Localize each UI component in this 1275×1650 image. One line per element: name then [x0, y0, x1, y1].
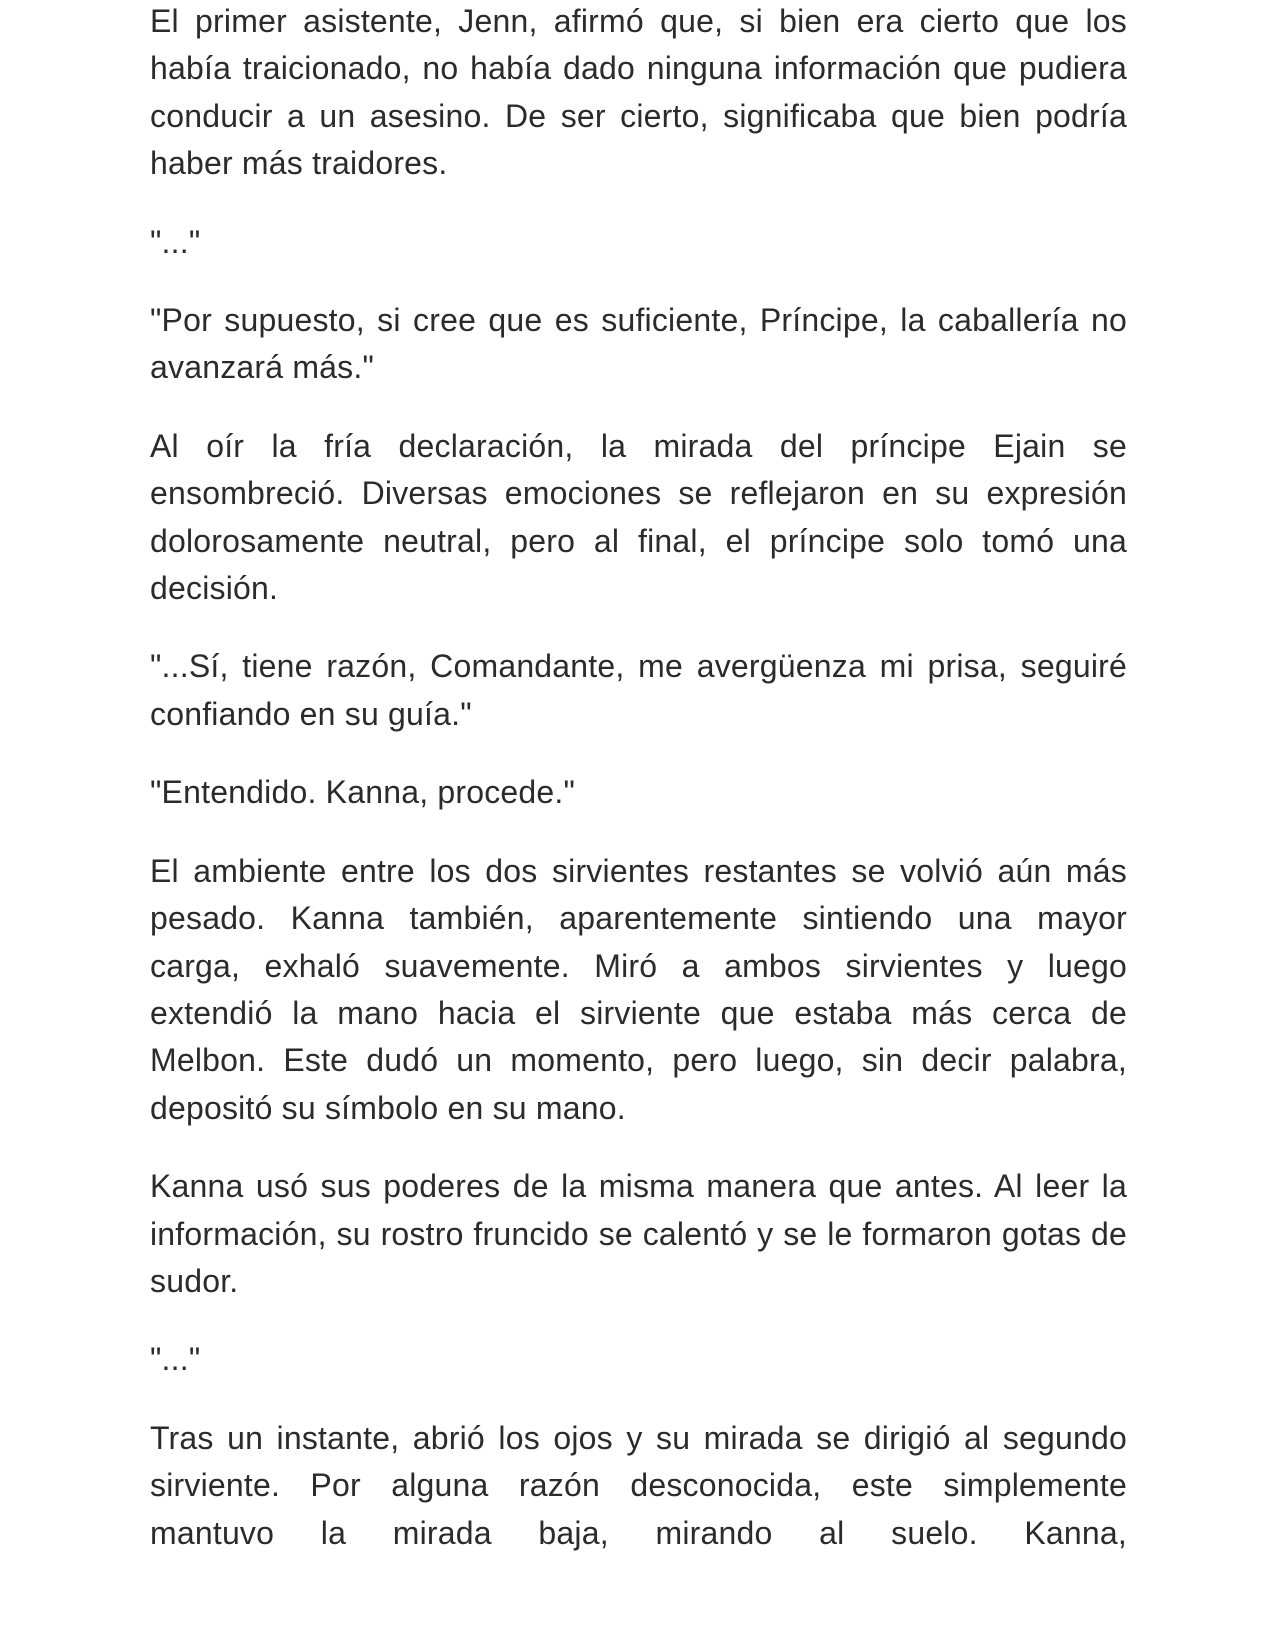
paragraph: "..."	[150, 223, 201, 260]
paragraph: "Entendido. Kanna, procede."	[150, 774, 576, 811]
paragraph: Tras un instante, abrió los ojos y su mirada se dirigió al segundo sirviente. Por alguna razón desconocida, este simplemente mantuvo la mirada baja, mirando al suelo. Kanna,	[150, 1419, 1127, 1551]
paragraph: Kanna usó sus poderes de la misma manera que antes. Al leer la información, su rostro fruncido se calentó y se le formaron gotas de sudor.	[150, 1168, 1127, 1299]
paragraph: "..."	[150, 1341, 201, 1378]
paragraph: El ambiente entre los dos sirvientes restantes se volvió aún más pesado. Kanna también, aparentemente sintiendo una mayor carga, exhaló suavemente. Miró a ambos sirvientes y luego extendió la mano hacia el sirviente que estaba más cerca de Melbon. Este dudó un momento, pero luego, sin decir palabra, depositó su símbolo en su mano.	[150, 852, 1127, 1126]
paragraph: "...Sí, tiene razón, Comandante, me avergüenza mi prisa, seguiré confiando en su guía."	[150, 648, 1127, 732]
paragraph: El primer asistente, Jenn, afirmó que, si bien era cierto que los había traicionado, no había dado ninguna información que pudiera conducir a un asesino. De ser cierto, significaba que bien podría haber más traidores.	[150, 3, 1127, 182]
paragraph: Al oír la fría declaración, la mirada del príncipe Ejain se ensombreció. Diversas emociones se reflejaron en su expresión dolorosamente neutral, pero al final, el príncipe solo tomó una decisión.	[150, 427, 1127, 607]
paragraph: "Por supuesto, si cree que es suficiente, Príncipe, la caballería no avanzará más."	[150, 302, 1127, 386]
document-body	[150, 0, 1127, 1557]
